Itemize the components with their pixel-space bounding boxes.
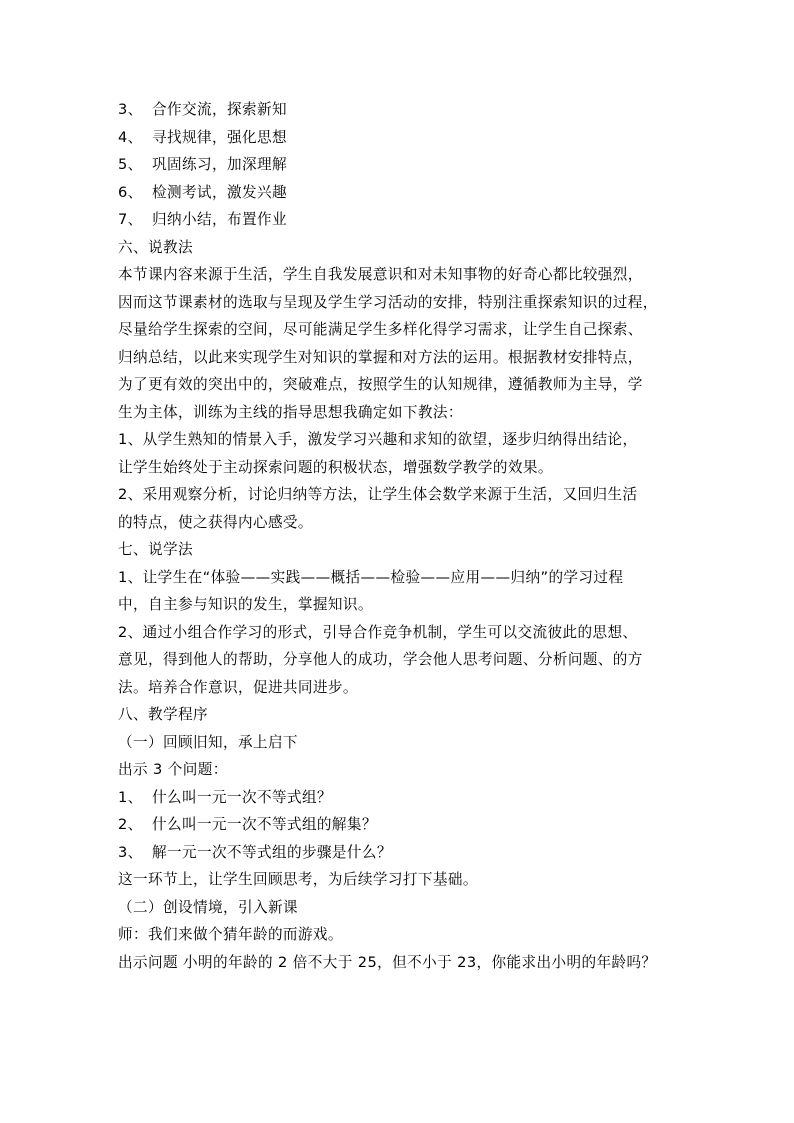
list-number: 6、 <box>118 183 143 201</box>
section-heading: 八、教学程序 <box>118 706 208 723</box>
list-text: 什么叫一元一次不等式组的解集？ <box>152 816 377 833</box>
list-text: 寻找规律，强化思想 <box>152 128 287 146</box>
paragraph-line: 出示问题 小明的年龄的 2 倍不大于 25，但不小于 23，你能求出小明的年龄吗？ <box>118 953 657 971</box>
list-text: 合作交流，探索新知 <box>152 101 287 118</box>
document-page <box>118 96 678 976</box>
list-item <box>118 151 678 179</box>
list-item <box>118 784 678 812</box>
list-number: 7、 <box>118 211 143 228</box>
list-item <box>118 124 678 152</box>
list-item <box>118 811 678 839</box>
paragraph-line: 2、通过小组合作学习的形式，引导合作竞争机制，学生可以交流彼此的思想、 <box>118 623 638 641</box>
paragraph-line: 因而这节课素材的选取与呈现及学生学习活动的安排，特别注重探索知识的过程， <box>118 293 658 311</box>
paragraph-line: 的特点，使之获得内心感受。 <box>118 513 313 531</box>
section-heading: 七、说学法 <box>118 541 193 558</box>
paragraph-line: 中，自主参与知识的发生，掌握知识。 <box>118 596 373 613</box>
list-number: 1、 <box>118 788 143 806</box>
paragraph-line: 为了更有效的突出中的，突破难点，按照学生的认知规律，遵循教师为主导，学 <box>118 376 643 393</box>
list-item <box>118 96 678 124</box>
list-number: 3、 <box>118 101 143 118</box>
paragraph-line: 1、让学生在“体验——实践——概括——检验——应用——归纳”的学习过程 <box>118 568 624 586</box>
paragraph-line: 出示 3 个问题： <box>118 761 228 778</box>
subsection-heading: （二）创设情境，引入新课 <box>118 898 298 916</box>
paragraph-line: 这一环节上，让学生回顾思考，为后续学习打下基础。 <box>118 871 478 888</box>
list-text: 解一元一次不等式组的步骤是什么？ <box>152 843 392 861</box>
paragraph-line: 法。培养合作意识，促进共同进步。 <box>118 678 358 696</box>
paragraph-line: 意见，得到他人的帮助，分享他人的成功，学会他人思考问题、分析问题、的方 <box>118 651 643 668</box>
list-number: 5、 <box>118 156 143 173</box>
list-number: 2、 <box>118 816 143 833</box>
paragraph-line: 本节课内容来源于生活，学生自我发展意识和对未知事物的好奇心都比较强烈， <box>118 266 643 283</box>
list-number: 3、 <box>118 843 143 861</box>
paragraph-line: 归纳总结，以此来实现学生对知识的掌握和对方法的运用。根据教材安排特点， <box>118 348 643 366</box>
paragraph-line: 让学生始终处于主动探索问题的积极状态，增强数学教学的效果。 <box>118 458 553 476</box>
paragraph-line: 2、采用观察分析，讨论归纳等方法，让学生体会数学来源于生活，又回归生活 <box>118 486 638 503</box>
paragraph-line: 师：我们来做个猜年龄的而游戏。 <box>118 926 343 943</box>
paragraph-line: 1、从学生熟知的情景入手，激发学习兴趣和求知的欲望，逐步归纳得出结论， <box>118 431 638 448</box>
subsection-heading: （一）回顾旧知，承上启下 <box>118 733 298 751</box>
paragraph-line: 生为主体，训练为主线的指导思想我确定如下教法： <box>118 403 463 421</box>
list-text: 检测考试，激发兴趣 <box>152 183 287 201</box>
list-text: 归纳小结，布置作业 <box>152 211 287 228</box>
list-item <box>118 179 678 207</box>
list-item <box>118 839 678 867</box>
list-item <box>118 206 678 234</box>
list-number: 4、 <box>118 128 143 146</box>
paragraph-line: 尽量给学生探索的空间，尽可能满足学生多样化得学习需求，让学生自己探索、 <box>118 321 643 338</box>
list-text: 巩固练习，加深理解 <box>152 156 287 173</box>
list-text: 什么叫一元一次不等式组？ <box>152 788 332 806</box>
section-heading: 六、说教法 <box>118 238 193 256</box>
